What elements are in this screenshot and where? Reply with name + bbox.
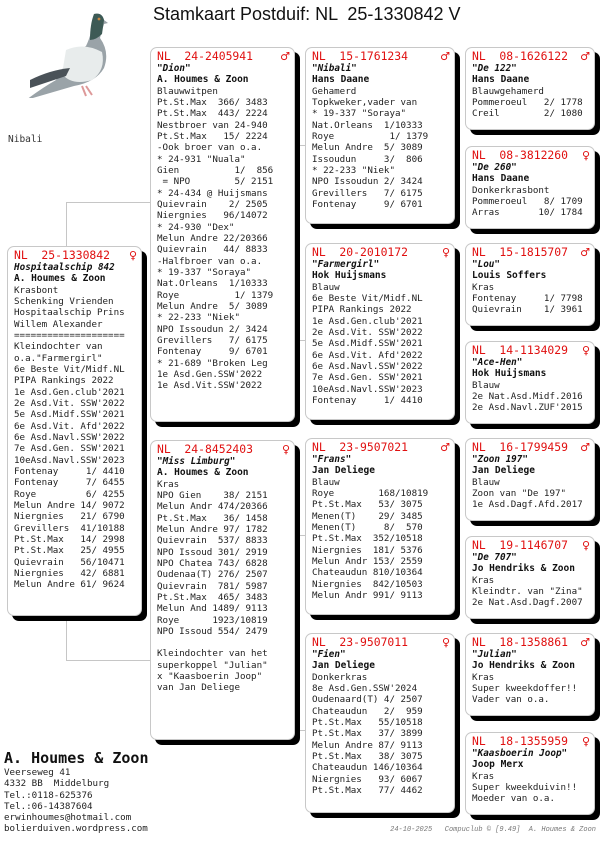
result-line: Melun Andre 97/ 1782 [157, 523, 268, 535]
card-header [472, 441, 590, 454]
result-line: Vader van o.a. [472, 694, 550, 706]
color-line: Krasbont [14, 284, 59, 296]
pigeon-name: "Farmergirl" [312, 259, 380, 270]
card-header [312, 50, 450, 63]
result-line: Pt.St.Max 55/10518 [312, 716, 423, 728]
pigeon-card-father[interactable] [150, 47, 295, 422]
result-line: Pt.St.Max 465/ 3483 [157, 591, 268, 603]
result-line: Melun Andr 474/20366 [157, 501, 268, 513]
result-line: 10eAsd.Navl.SSW'2023 [312, 383, 423, 395]
result-line: 1e Asd.Vit.SSW'2022 [157, 380, 263, 392]
male-icon: ♂ [440, 50, 450, 63]
result-line: Roye 1/ 1379 [312, 130, 429, 142]
owner-name: Hans Daane [312, 74, 370, 85]
result-line: Kleindtr. van "Zina" [472, 585, 583, 597]
connector-line [295, 535, 305, 536]
connector-line [295, 730, 305, 731]
ring-number: NL 15-1761234 [312, 49, 409, 63]
connector-line [295, 340, 305, 341]
result-line: 6e Asd.Navl.SSW'2022 [312, 360, 423, 372]
owner-name: Jan Deliege [472, 465, 535, 476]
result-line: Melun Andre 14/ 9072 [14, 500, 125, 512]
result-line: Super kweekdoffer!! [472, 682, 578, 694]
result-line: Pt.St.Max 38/ 3075 [312, 750, 423, 762]
result-line: Melun Andre 5/ 3089 [312, 142, 423, 154]
result-line: Melun Andr 991/ 9113 [312, 589, 423, 601]
color-line: Blauwwitpen [157, 85, 218, 97]
result-line: -Ook broer van o.a. [157, 142, 263, 154]
ring-number: NL 08-3812260 [472, 148, 569, 162]
male-icon: ♂ [580, 636, 590, 649]
result-line: Pommeroeul 8/ 1709 [472, 195, 583, 207]
pigeon-card-fmf[interactable] [465, 243, 595, 326]
result-line: Fontenay 1/ 4410 [14, 466, 125, 477]
result-line: Melun Andre 87/ 9113 [312, 739, 423, 751]
breeder-postcode: 4332 BB Middelburg [4, 778, 110, 790]
result-line: Quievrain 781/ 5987 [157, 580, 268, 592]
pigeon-name: "Ace-Hen" [472, 357, 523, 368]
connector-line [66, 202, 67, 249]
result-line: NPO Chatea 743/ 6828 [157, 557, 268, 569]
male-icon: ♂ [440, 441, 450, 454]
result-line: Super kweekduivin!! [472, 781, 578, 793]
pigeon-card-father-father[interactable] [305, 47, 455, 224]
card-header [472, 246, 590, 259]
pigeon-card-mfm[interactable] [465, 536, 595, 619]
color-line: Blauw [312, 476, 340, 488]
female-icon: ♀ [581, 149, 590, 162]
result-line: o.a."Farmergirl" [14, 352, 103, 364]
card-header [312, 636, 450, 649]
result-line: Pt.St.Max 37/ 3899 [312, 728, 423, 740]
pigeon-card-fmm[interactable] [465, 341, 595, 424]
result-line: Melun Andre 22/20366 [157, 232, 268, 244]
result-line: Roye 168/10819 [312, 487, 429, 499]
color-line: Kras [472, 770, 495, 782]
result-line: Pt.St.Max 53/ 3075 [312, 499, 423, 511]
result-line: Niergnies 842/10503 [312, 578, 423, 590]
result-line: Niergnies 21/ 6790 [14, 511, 125, 523]
result-line: NPO Issoudun 2/ 3424 [157, 323, 268, 335]
male-icon: ♂ [580, 50, 590, 63]
result-line: -Halfbroer van o.a. [157, 255, 263, 267]
color-line: Kras [472, 574, 495, 586]
color-line: Blauw [312, 281, 340, 293]
result-line: * 24-930 "Dex" [157, 221, 235, 233]
female-icon: ♀ [441, 246, 450, 259]
card-header [472, 149, 590, 162]
result-line: Pt.St.Max 77/ 4462 [312, 784, 423, 796]
result-line: Roye 1923/10819 [157, 614, 268, 626]
result-line: Moeder van o.a. [472, 793, 555, 805]
pigeon-card-fff[interactable] [465, 47, 595, 130]
ring-number: NL 16-1799459 [472, 440, 569, 454]
result-line: Pt.St.Max 366/ 3483 [157, 96, 268, 108]
pigeon-name: Hospitaalschip 842 [14, 262, 115, 273]
pigeon-card-mmf[interactable] [465, 633, 595, 716]
result-line: 5e Asd.Midf.SSW'2021 [14, 409, 125, 421]
result-line: 7e Asd.Gen. SSW'2021 [312, 372, 423, 384]
ring-number: NL 25-1330842 [14, 248, 111, 262]
pigeon-name: "Julian" [472, 649, 517, 660]
result-line: Pt.St.Max 36/ 1458 [157, 512, 268, 524]
result-line: Chateaudun 146/10364 [312, 762, 423, 774]
pigeon-card-mmm[interactable] [465, 732, 595, 815]
card-header [472, 636, 590, 649]
male-icon: ♂ [580, 441, 590, 454]
result-line: Quievrain 56/10471 [14, 556, 125, 568]
pigeon-name: "Nibali" [312, 63, 357, 74]
photo-caption: Nibali [8, 134, 43, 145]
female-icon: ♀ [581, 344, 590, 357]
breeder-email[interactable]: erwinhoumes@hotmail.com [4, 812, 132, 824]
card-header [312, 441, 450, 454]
result-line: Pt.St.Max 352/10518 [312, 533, 423, 545]
connector-line [66, 202, 150, 203]
breeder-info [4, 749, 149, 835]
result-line: 6e Beste Vit/Midf.NL [14, 363, 125, 375]
result-line: NPO Issoud 301/ 2919 [157, 546, 268, 558]
pigeon-name: "Lou" [472, 259, 500, 270]
pigeon-card-mother-mother[interactable] [305, 633, 455, 813]
result-line: Fontenay 1/ 4410 [312, 394, 423, 406]
owner-name: Joop Merx [472, 759, 524, 770]
breeder-name: A. Houmes & Zoon [4, 749, 149, 767]
ring-number: NL 20-2010172 [312, 245, 409, 259]
female-icon: ♀ [581, 539, 590, 552]
ring-number: NL 15-1815707 [472, 245, 569, 259]
result-line: 1e Asd.Gen.club'2021 [14, 386, 125, 398]
result-line: 6e Beste Vit/Midf.NL [312, 292, 423, 304]
result-line: Kleindochter van het [157, 648, 268, 660]
card-header [157, 443, 290, 456]
pigeon-name: "De 122" [472, 63, 517, 74]
result-line: Nestbroer van 24-940 [157, 119, 268, 131]
result-line: Melun Andre 5/ 3089 [157, 301, 268, 313]
owner-name: A. Houmes & Zoon [157, 74, 249, 85]
result-line: Menen(T) 8/ 570 [312, 521, 423, 533]
color-line: Donkerkras [312, 671, 368, 683]
color-line: Kras [472, 671, 495, 683]
result-line: Hospitaalschip Prins [14, 307, 125, 319]
result-line: Arras 10/ 1784 [472, 207, 583, 219]
result-line: 5e Asd.Midf.SSW'2021 [312, 338, 423, 350]
result-line: * 19-337 "Soraya" [157, 267, 252, 278]
owner-name: Jan Deliege [312, 465, 375, 476]
pigeon-name: "Frans" [312, 454, 352, 465]
card-header [472, 50, 590, 63]
pigeon-name: "De 707" [472, 552, 517, 563]
color-line: Blauwgehamerd [472, 85, 544, 97]
result-line: 2e Asd.Vit. SSW'2022 [14, 397, 125, 409]
pigeon-card-ffm[interactable] [465, 146, 595, 229]
result-line: Grevillers 41/10188 [14, 522, 125, 534]
result-line: Chateaudun 810/10364 [312, 567, 423, 579]
result-line: = NPO 5/ 2151 [157, 176, 274, 188]
result-line: 10eAsd.Navl.SSW'2023 [14, 454, 125, 466]
breeder-website[interactable]: bolierduiven.wordpress.com [4, 823, 148, 835]
pigeon-card-mff[interactable] [465, 438, 595, 521]
color-line: Blauw [472, 476, 500, 488]
owner-name: Jan Deliege [312, 660, 375, 671]
result-line: 6e Asd.Vit. Afd'2022 [312, 349, 423, 361]
result-line: Creil 2/ 1080 [472, 108, 583, 120]
result-line [157, 637, 290, 648]
result-line: van Jan Deliege [157, 682, 240, 694]
card-header [14, 249, 137, 262]
result-line: Niergnies 42/ 6881 [14, 568, 125, 580]
result-line: * 19-337 "Soraya" [312, 108, 407, 120]
connector-line [66, 660, 150, 661]
result-line: NPO Gien 38/ 2151 [157, 489, 268, 501]
result-line: Melun Andr 153/ 2559 [312, 555, 423, 567]
connector-line [455, 468, 456, 570]
connector-line [66, 620, 67, 660]
connector-line [455, 78, 456, 180]
result-line: Topkweker,vader van [312, 96, 418, 108]
pigeon-name: "De 260" [472, 162, 517, 173]
ring-number: NL 24-2405941 [157, 49, 254, 63]
page-title: Stamkaart Postduif: NL 25-1330842 V [153, 4, 461, 24]
result-line: 2e Nat.Asd.Midf.2016 [472, 390, 583, 402]
ring-number: NL 23-9507011 [312, 635, 409, 649]
breeder-address: Veerseweg 41 [4, 767, 71, 778]
owner-name: Hok Huijsmans [472, 368, 547, 379]
owner-name: A. Houmes & Zoon [14, 273, 106, 284]
pigeon-name: "Dion" [157, 63, 191, 74]
result-line: 8e Asd.Gen.SSW'2024 [312, 682, 418, 694]
pigeon-name: "Kaasboerin Joop" [472, 748, 568, 759]
ring-number: NL 19-1146707 [472, 538, 569, 552]
result-line: 1e Asd.Dagf.Afd.2017 [472, 499, 583, 511]
result-line: Quievrain 1/ 3961 [472, 304, 583, 316]
male-icon: ♂ [580, 246, 590, 259]
result-line: Grevillers 7/ 6175 [312, 187, 423, 199]
pigeon-name: "Miss Limburg" [157, 456, 236, 467]
ring-number: NL 08-1626122 [472, 49, 569, 63]
color-line: Kras [157, 478, 180, 490]
pigeon-name: "Zoon 197" [472, 454, 528, 465]
result-line: Melun Andre 61/ 9624 [14, 579, 125, 591]
result-line: Kleindochter van [14, 341, 103, 353]
result-line: 6e Asd.Vit. Afd'2022 [14, 420, 125, 432]
result-line: Nat.Orleans 1/10333 [312, 119, 423, 131]
connector-line [455, 273, 456, 375]
color-line: Gehamerd [312, 85, 357, 97]
result-line: * 22-233 "Niek" [312, 164, 395, 176]
result-line: Niergnies 96/14072 [157, 210, 268, 222]
result-line: 1e Asd.Gen.SSW'2022 [157, 369, 263, 381]
female-icon: ♀ [128, 249, 137, 262]
result-line: Pt.St.Max 15/ 2224 [157, 130, 268, 142]
result-line: Quievrain 537/ 8833 [157, 535, 268, 547]
result-line: 2e Asd.Navl.ZUF'2015 [472, 402, 583, 414]
result-line: Zoon van "De 197" [472, 487, 567, 499]
connector-line [295, 145, 305, 146]
result-line: Fontenay 9/ 6701 [157, 346, 268, 358]
result-line: Gien 1/ 856 [157, 164, 274, 176]
result-line: Menen(T) 29/ 3485 [312, 510, 423, 522]
result-line: Issoudun 3/ 806 [312, 153, 423, 165]
result-line: Fontenay 7/ 6455 [14, 477, 125, 489]
ring-number: NL 18-1355959 [472, 734, 569, 748]
owner-name: Hok Huijsmans [312, 270, 387, 281]
result-line: Roye 6/ 4255 [14, 488, 125, 500]
card-header [472, 344, 590, 357]
footer-credits: 24-10-2025 Compuclub © [9.49] A. Houmes & Zoon [390, 826, 596, 834]
card-header [472, 735, 590, 748]
result-line: * 21-689 "Broken Leg [157, 357, 268, 369]
result-line: PIPA Rankings 2022 [14, 375, 114, 387]
result-line: Niergnies 93/ 6067 [312, 773, 423, 785]
result-line: Quievrain 2/ 2505 [157, 198, 268, 210]
result-line: Niergnies 181/ 5376 [312, 544, 423, 556]
result-line: Pommeroeul 2/ 1778 [472, 96, 583, 108]
female-icon: ♀ [581, 735, 590, 748]
result-line: Schenking Vrienden [14, 295, 114, 307]
result-line: Grevillers 7/ 6175 [157, 335, 268, 347]
connector-line [455, 663, 456, 765]
result-line: Fontenay 9/ 6701 [312, 198, 423, 210]
owner-name: Jo Hendriks & Zoon [472, 660, 575, 671]
pigeon-card-mother-father[interactable] [305, 438, 455, 615]
result-line: Willem Alexander [14, 318, 103, 330]
ring-number: NL 23-9507021 [312, 440, 409, 454]
result-line: Quievrain 44/ 8833 [157, 244, 268, 256]
result-line: NPO Issoud 554/ 2479 [157, 625, 268, 637]
card-header [312, 246, 450, 259]
result-line: * 24-931 "Nuala" [157, 153, 246, 165]
owner-name: Louis Soffers [472, 270, 547, 281]
owner-name: A. Houmes & Zoon [157, 467, 249, 478]
result-line: * 22-233 "Niek" [157, 312, 240, 324]
ring-number: NL 24-8452403 [157, 442, 254, 456]
result-line: Oudenaa(T) 276/ 2507 [157, 569, 268, 581]
color-line: Blauw [472, 379, 500, 391]
color-line: Donkerkrasbont [472, 184, 550, 196]
pigeon-name: "Fien" [312, 649, 346, 660]
result-line: Roye 1/ 1379 [157, 289, 274, 301]
owner-name: Hans Daane [472, 173, 530, 184]
color-line: Kras [472, 281, 495, 293]
result-line: * 24-434 @ Huijsmans [157, 187, 268, 199]
result-line: Chateaudun 2/ 959 [312, 705, 423, 717]
result-line: PIPA Rankings 2022 [312, 304, 412, 316]
result-line: NPO Issoudun 2/ 3424 [312, 176, 423, 188]
card-header [472, 539, 590, 552]
result-line: 2e Asd.Vit. SSW'2022 [312, 326, 423, 338]
breeder-mobile: Tel.:06-14387604 [4, 800, 93, 812]
result-line: 1e Asd.Gen.club'2021 [312, 315, 423, 327]
pigeon-card-subject[interactable] [7, 246, 142, 616]
owner-name: Jo Hendriks & Zoon [472, 563, 575, 574]
ring-number: NL 14-1134029 [472, 343, 569, 357]
card-header [157, 50, 290, 63]
result-line: ==================== [14, 329, 125, 341]
pigeon-photo [6, 10, 124, 98]
pigeon-card-mother[interactable] [150, 440, 295, 740]
result-line: Pt.St.Max 443/ 2224 [157, 108, 268, 120]
result-line: 6e Asd.Navl.SSW'2022 [14, 431, 125, 443]
result-line: Melun And 1489/ 9113 [157, 603, 268, 615]
result-line: Pt.St.Max 14/ 2998 [14, 534, 125, 546]
result-line: Oudenaard(T) 4/ 2507 [312, 694, 423, 706]
owner-name: Hans Daane [472, 74, 530, 85]
result-line: 2e Nat.Asd.Dagf.2007 [472, 597, 583, 609]
result-line: 7e Asd.Gen. SSW'2021 [14, 443, 125, 455]
result-line: Pt.St.Max 25/ 4955 [14, 545, 125, 557]
result-line: superkoppel "Julian" [157, 659, 268, 671]
result-line: Nat.Orleans 1/10333 [157, 278, 268, 290]
result-line: Fontenay 1/ 7798 [472, 292, 583, 304]
pigeon-card-father-mother[interactable] [305, 243, 455, 420]
female-icon: ♀ [281, 443, 290, 456]
result-line: x "Kaasboerin Joop" [157, 671, 263, 682]
male-icon: ♂ [280, 50, 290, 63]
female-icon: ♀ [441, 636, 450, 649]
breeder-phone: Tel.:0118-625376 [4, 789, 93, 801]
ring-number: NL 18-1358861 [472, 635, 569, 649]
